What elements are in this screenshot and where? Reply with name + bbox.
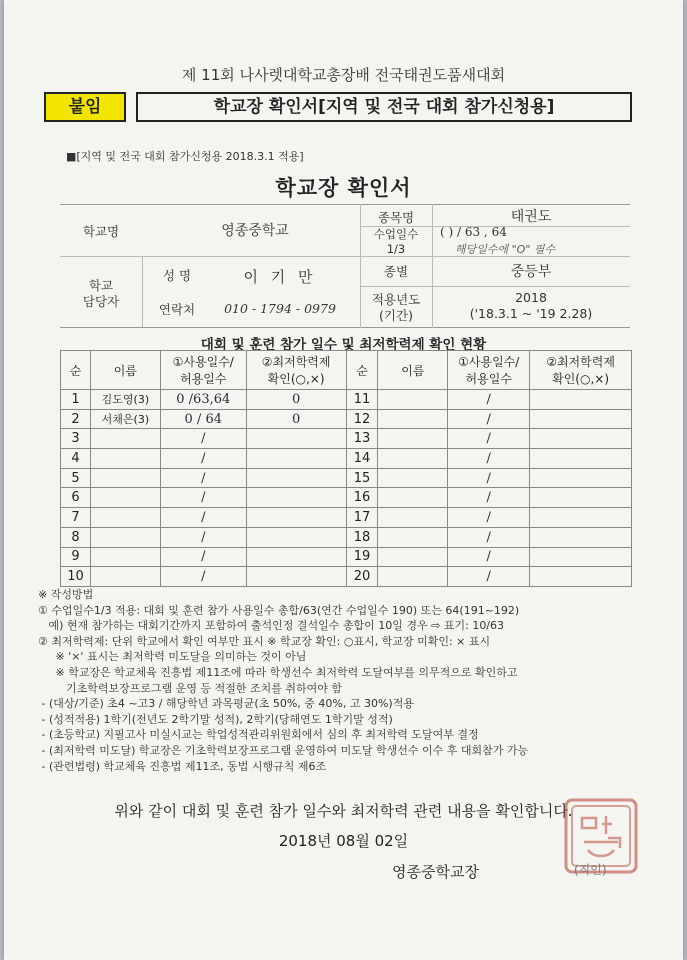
table-cell-days: / <box>160 488 246 508</box>
table-cell-no: 3 <box>61 429 91 449</box>
table-row <box>61 409 632 429</box>
label-one-third: 1/3 <box>386 242 406 256</box>
table-cell-check <box>246 488 346 508</box>
table-cell-no2: 14 <box>346 449 378 469</box>
table-cell-days2: / <box>448 409 530 429</box>
label-teacher-a: 학교 <box>88 278 114 293</box>
table-cell-no2: 20 <box>346 567 378 587</box>
table-cell-check2 <box>530 547 632 567</box>
table-cell-days: / <box>160 449 246 469</box>
table-cell-days2: / <box>448 488 530 508</box>
table-cell-check <box>246 449 346 469</box>
table-row <box>61 390 632 410</box>
days-value: ( ) / 63 , 64 <box>440 225 507 239</box>
instruction-line: ※ 학교장은 학교체육 진흥법 제11조에 따라 학생선수 최저학력 도달여부를 의무적으로 확인하고 <box>38 665 518 679</box>
school-info-block <box>60 204 630 328</box>
instruction-line: ※ 작성방법 <box>38 588 94 601</box>
participation-table <box>60 350 632 587</box>
teacher-name: 이 기 만 <box>243 268 317 286</box>
table-cell-check <box>246 527 346 547</box>
table-cell-days: / <box>160 527 246 547</box>
table-cell-days2: / <box>448 468 530 488</box>
table-cell-name <box>90 527 160 547</box>
table-cell-check: 0 <box>246 390 346 410</box>
table-cell-check2 <box>530 488 632 508</box>
table-header-cell: ②최저학력제 확인(○,×) <box>246 351 346 390</box>
table-cell-days2: / <box>448 567 530 587</box>
table-row <box>61 468 632 488</box>
table-cell-name <box>90 468 160 488</box>
table-header-cell: 순 <box>61 351 91 390</box>
table-cell-check2 <box>530 527 632 547</box>
table-header-cell: 순 <box>346 351 378 390</box>
table-row <box>61 488 632 508</box>
table-cell-no2: 17 <box>346 508 378 528</box>
table-cell-days2: / <box>448 390 530 410</box>
table-cell-no: 2 <box>61 409 91 429</box>
table-cell-days: / <box>160 508 246 528</box>
table-cell-check2 <box>530 449 632 469</box>
table-cell-no: 7 <box>61 508 91 528</box>
table-cell-no: 4 <box>61 449 91 469</box>
table-cell-days: 0 / 64 <box>160 409 246 429</box>
table-cell-name <box>90 449 160 469</box>
table-row <box>61 527 632 547</box>
apply-period: ('18.3.1 ~ '19 2.28) <box>469 306 593 321</box>
label-event: 종목명 <box>377 210 415 225</box>
teacher-contact: 010 - 1794 - 0979 <box>224 301 336 316</box>
table-row <box>61 567 632 587</box>
label-period: (기간) <box>379 308 413 323</box>
table-cell-name2 <box>378 449 448 469</box>
attachment-badge: 붙임 <box>44 92 126 122</box>
table-cell-days: / <box>160 567 246 587</box>
table-cell-name2 <box>378 567 448 587</box>
instruction-line: - (초등학교) 지필고사 미실시교는 학업성적관리위원회에서 심의 후 최저학력 도달여부 결정 <box>38 728 479 742</box>
event-title: 제 11회 나사렛대학교총장배 전국태권도품새대회 <box>181 66 506 84</box>
label-division: 종별 <box>383 264 409 279</box>
table-cell-name2 <box>378 429 448 449</box>
applies-note: ■[지역 및 전국 대회 참가신청용 2018.3.1 적용] <box>66 150 304 163</box>
form-title: 학교장 확인서[지역 및 전국 대회 참가신청용] <box>136 92 632 122</box>
instruction-line: - (대상/기준) 초4 ~고3 / 해당학년 과목평균(초 50%, 중 40%, 고 30%)적용 <box>38 697 414 711</box>
instructions <box>38 587 678 774</box>
table-cell-days2: / <box>448 527 530 547</box>
table-row <box>61 449 632 469</box>
table-cell-name <box>90 508 160 528</box>
table-cell-check <box>246 547 346 567</box>
table-cell-no: 10 <box>61 567 91 587</box>
table-cell-name: 김도영(3) <box>90 390 160 410</box>
document-page <box>4 0 683 960</box>
table-cell-name <box>90 567 160 587</box>
table-row <box>61 508 632 528</box>
table-row <box>61 547 632 567</box>
table-cell-check <box>246 429 346 449</box>
table-header-row <box>61 351 632 390</box>
table-cell-name <box>90 488 160 508</box>
issue-date: 2018년 08월 02일 <box>278 832 409 850</box>
school-name: 영종중학교 <box>221 223 289 239</box>
division: 중등부 <box>510 264 552 280</box>
instruction-line: 기초학력보장프로그램 운영 등 적절한 조치를 취하여야 함 <box>38 681 342 695</box>
label-contact: 연락처 <box>158 302 196 317</box>
document-title: 학교장 확인서 <box>275 176 412 200</box>
label-school: 학교명 <box>82 224 120 239</box>
instruction-line: - (최저학력 미도달) 학교장은 기초학력보장프로그램 운영하여 미도달 학생선수 이수 후 대회참가 가능 <box>38 743 529 757</box>
table-cell-check2 <box>530 409 632 429</box>
table-cell-check2 <box>530 567 632 587</box>
table-cell-no2: 15 <box>346 468 378 488</box>
confirmation-text: 위와 같이 대회 및 훈련 참가 일수와 최저학력 관련 내용을 확인합니다. <box>114 802 573 820</box>
label-year: 적용년도 <box>371 292 421 307</box>
table-cell-name: 서채은(3) <box>90 409 160 429</box>
table-cell-check <box>246 567 346 587</box>
table-cell-no2: 16 <box>346 488 378 508</box>
table-cell-name2 <box>378 390 448 410</box>
table-cell-name2 <box>378 468 448 488</box>
days-note: 해당일수에 "O" 필수 <box>455 243 556 256</box>
table-cell-days: 0 /63,64 <box>160 390 246 410</box>
table-cell-check2 <box>530 468 632 488</box>
instruction-line: 예) 현재 참가하는 대회기간까지 포함하여 출석인정 결석일수 총합이 10일 경우 ⇨ 표기: 10/63 <box>38 619 505 633</box>
table-cell-no: 1 <box>61 390 91 410</box>
event-name: 태권도 <box>510 209 552 225</box>
table-cell-check <box>246 508 346 528</box>
table-cell-no2: 13 <box>346 429 378 449</box>
table-cell-no2: 11 <box>346 390 378 410</box>
table-cell-check2 <box>530 508 632 528</box>
instruction-line: ② 최저학력제: 단위 학교에서 확인 여부만 표시 ※ 학교장 확인: ○표시, 학교장 미확인: × 표시 <box>38 634 491 648</box>
principal-title: 영종중학교장 <box>392 863 479 881</box>
instruction-line: - (성적적용) 1학기(전년도 2학기말 성적), 2학기(당해연도 1학기말 성적) <box>38 712 393 726</box>
table-header-cell: ②최저학력제 확인(○,×) <box>530 351 632 390</box>
table-cell-name2 <box>378 409 448 429</box>
table-cell-no2: 12 <box>346 409 378 429</box>
section-title: 대회 및 훈련 참가 일수 및 최저학력제 확인 현황 <box>200 337 487 353</box>
label-teacher-b: 담당자 <box>82 294 120 309</box>
table-cell-name2 <box>378 488 448 508</box>
table-header-cell: 이름 <box>90 351 160 390</box>
table-cell-name <box>90 429 160 449</box>
table-header-cell: ①사용일수/ 허용일수 <box>160 351 246 390</box>
table-cell-days: / <box>160 468 246 488</box>
table-cell-check2 <box>530 429 632 449</box>
table-header-cell: ①사용일수/ 허용일수 <box>448 351 530 390</box>
instruction-line: - (관련법령) 학교체육 진흥법 제11조, 동법 시행규칙 제6조 <box>38 759 327 773</box>
table-row <box>61 429 632 449</box>
table-cell-name <box>90 547 160 567</box>
table-cell-days2: / <box>448 429 530 449</box>
seal-label: (직인) <box>574 863 607 877</box>
table-cell-no: 8 <box>61 527 91 547</box>
table-cell-no: 6 <box>61 488 91 508</box>
table-cell-name2 <box>378 547 448 567</box>
table-cell-days: / <box>160 429 246 449</box>
instruction-line: ① 수업일수1/3 적용: 대회 및 훈련 참가 사용일수 총합/63(연간 수업일수 190) 또는 64(191~192) <box>38 603 520 617</box>
table-cell-name2 <box>378 527 448 547</box>
label-days: 수업일수 <box>373 227 419 241</box>
table-cell-no2: 18 <box>346 527 378 547</box>
table-cell-no: 5 <box>61 468 91 488</box>
apply-year: 2018 <box>515 290 547 305</box>
label-name: 성 명 <box>162 268 192 283</box>
table-cell-days2: / <box>448 449 530 469</box>
table-cell-name2 <box>378 508 448 528</box>
table-cell-no2: 19 <box>346 547 378 567</box>
table-cell-days: / <box>160 547 246 567</box>
table-cell-days2: / <box>448 547 530 567</box>
table-header-cell: 이름 <box>378 351 448 390</box>
instruction-line: ※ '×' 표시는 최저학력 미도달을 의미하는 것이 아님 <box>38 650 307 664</box>
table-cell-check: 0 <box>246 409 346 429</box>
table-cell-days2: / <box>448 508 530 528</box>
table-cell-no: 9 <box>61 547 91 567</box>
table-cell-check2 <box>530 390 632 410</box>
table-cell-check <box>246 468 346 488</box>
